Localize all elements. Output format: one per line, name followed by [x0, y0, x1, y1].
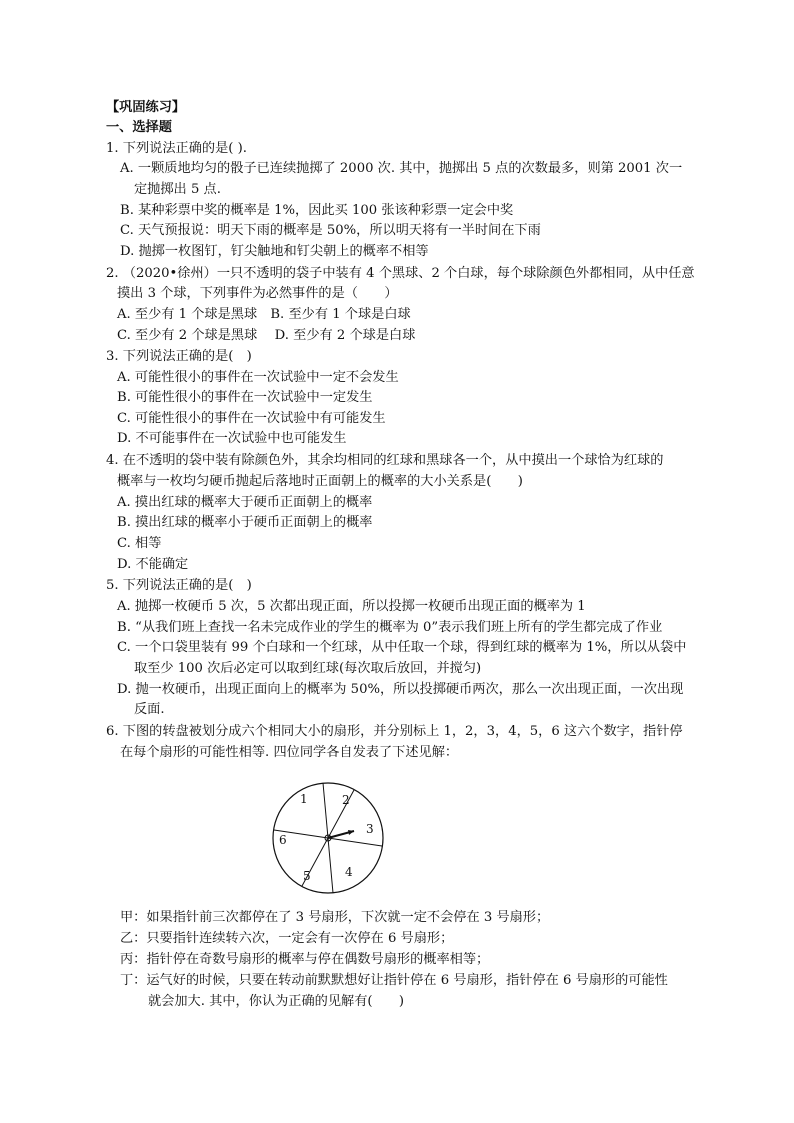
spinner-diagram: [270, 780, 386, 896]
q3-option-a: A. 可能性很小的事件在一次试验中一定不会发生: [117, 370, 399, 385]
q2-stem-cont: 摸出 3 个球，下列事件为必然事件的是（ ）: [117, 286, 398, 301]
spinner-label-1: 1: [300, 792, 308, 806]
q2-options-ab: A. 至少有 1 个球是黑球 B. 至少有 1 个球是白球: [117, 307, 411, 322]
spinner-label-3: 3: [366, 822, 374, 836]
q3-option-b: B. 可能性很小的事件在一次试验中一定发生: [117, 390, 373, 405]
q4-option-c: C. 相等: [117, 536, 162, 551]
spinner-divider: [323, 783, 328, 838]
section-title: 【巩固练习】: [106, 100, 186, 115]
spinner-divider: [328, 838, 382, 846]
spinner-label-2: 2: [342, 793, 350, 807]
q6-view-bing: 丙：指针停在奇数号扇形的概率与停在偶数号扇形的概率相等；: [120, 952, 490, 967]
q5-option-d-cont: 反面.: [134, 702, 165, 717]
q1-option-b: B. 某种彩票中奖的概率是 1%，因此买 100 张该种彩票一定会中奖: [120, 203, 514, 218]
q1-option-a: A. 一颗质地均匀的骰子已连续抛掷了 2000 次. 其中，抛掷出 5 点的次数最多，则第 2001 次一: [120, 161, 683, 176]
q2-stem: 2. （2020•徐州）一只不透明的袋子中装有 4 个黑球、2 个白球，每个球除颜色外都相同，从中任意: [106, 266, 695, 281]
q6-view-ding-cont: 就会加大. 其中，你认为正确的见解有( ): [148, 994, 405, 1009]
q4-option-a: A. 摸出红球的概率大于硬币正面朝上的概率: [117, 495, 373, 510]
q4-stem-cont: 概率与一枚均匀硬币抛起后落地时正面朝上的概率的大小关系是( ): [117, 474, 523, 489]
spinner-divider: [328, 838, 333, 893]
q6-stem: 6. 下图的转盘被划分成六个相同大小的扇形，并分别标上 1，2，3，4，5，6 这六个数字，指针停: [106, 724, 683, 739]
q1-stem: 1. 下列说法正确的是( ).: [106, 141, 247, 156]
q4-stem: 4. 在不透明的袋中装有除颜色外，其余均相同的红球和黑球各一个，从中摸出一个球恰为红球的: [106, 453, 664, 468]
spinner-label-5: 5: [303, 869, 311, 883]
q4-option-b: B. 摸出红球的概率小于硬币正面朝上的概率: [117, 515, 373, 530]
q5-option-c: C. 一个口袋里装有 99 个白球和一个红球，从中任取一个球，得到红球的概率为 1%，所以从袋中: [117, 640, 687, 655]
q3-option-d: D. 不可能事件在一次试验中也可能发生: [117, 431, 347, 446]
spinner-label-6: 6: [279, 833, 287, 847]
q2-options-cd: C. 至少有 2 个球是黑球 D. 至少有 2 个球是白球: [117, 328, 416, 343]
q1-option-c: C. 天气预报说：明天下雨的概率是 50%，所以明天将有一半时间在下雨: [120, 223, 541, 238]
q4-option-d: D. 不能确定: [117, 557, 189, 572]
q5-stem: 5. 下列说法正确的是( ): [106, 578, 252, 593]
q6-stem-cont: 在每个扇形的可能性相等. 四位同学各自发表了下述见解：: [120, 745, 459, 760]
q5-option-a: A. 抛掷一枚硬币 5 次，5 次都出现正面，所以投掷一枚硬币出现正面的概率为 1: [117, 599, 586, 614]
q5-option-d: D. 抛一枚硬币，出现正面向上的概率为 50%，所以投掷硬币两次，那么一次出现正面，一次出现: [117, 682, 684, 697]
q5-option-c-cont: 取至少 100 次后必定可以取到红球(每次取后放回，并搅匀): [134, 661, 482, 676]
q3-stem: 3. 下列说法正确的是( ): [106, 349, 252, 364]
q5-option-b: B. “从我们班上查找一名未完成作业的学生的概率为 0”表示我们班上所有的学生都完成了作业: [117, 620, 663, 635]
q1-option-d: D. 抛掷一枚图钉，钉尖触地和钉尖朝上的概率不相等: [120, 244, 429, 259]
q3-option-c: C. 可能性很小的事件在一次试验中有可能发生: [117, 411, 386, 426]
q1-option-a-cont: 定抛掷出 5 点.: [134, 182, 221, 197]
q6-view-yi: 乙：只要指针连续转六次，一定会有一次停在 6 号扇形；: [120, 931, 454, 946]
q6-view-jia: 甲：如果指针前三次都停在了 3 号扇形，下次就一定不会停在 3 号扇形；: [120, 910, 550, 925]
part-title: 一、选择题: [106, 120, 172, 135]
q6-view-ding: 丁：运气好的时候，只要在转动前默默想好让指针停在 6 号扇形，指针停在 6 号扇形的可能性: [120, 973, 668, 988]
spinner-label-4: 4: [345, 865, 353, 879]
